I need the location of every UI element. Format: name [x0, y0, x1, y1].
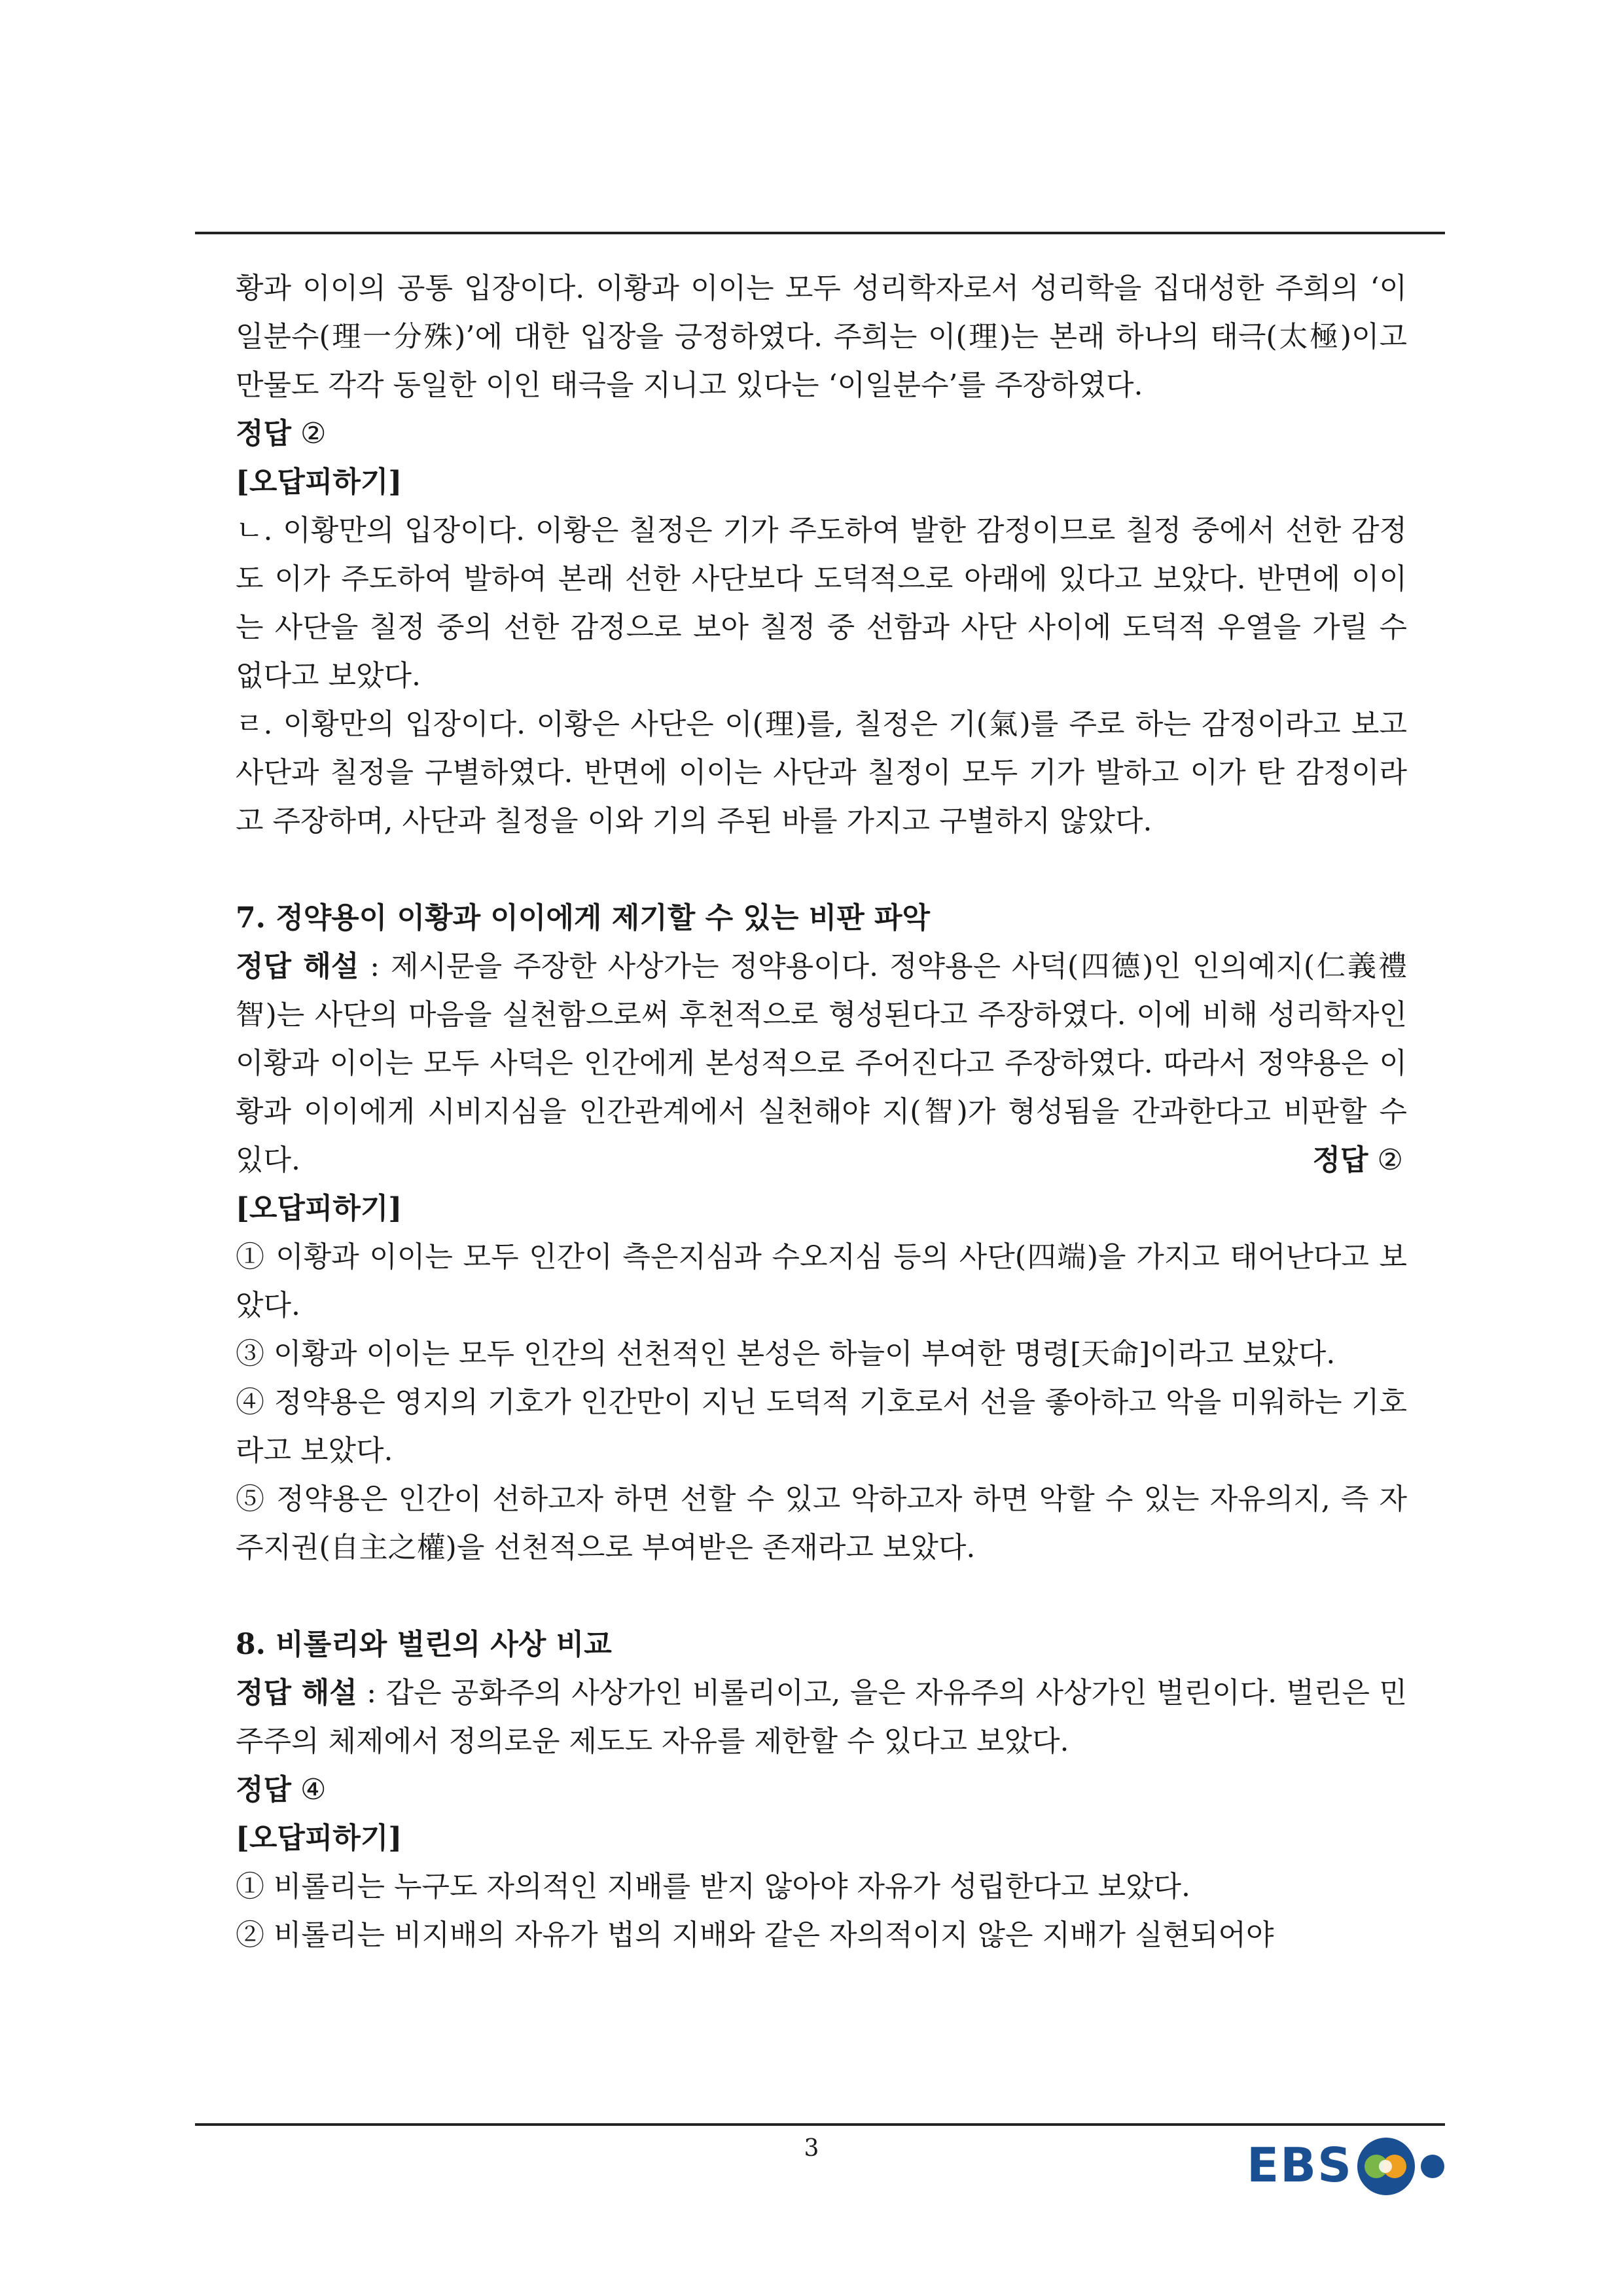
wrong-answer-heading: [오답피하기] [236, 1192, 402, 1225]
list-item: ① 이황과 이이는 모두 인간이 측은지심과 수오지심 등의 사단(四端)을 가지고 태어난다고 보았다. [236, 1240, 1407, 1322]
ebs-logo [1247, 2126, 1456, 2204]
ebs-logo-mark-icon [1247, 2126, 1456, 2204]
list-item: ⑤ 정약용은 인간이 선하고자 하면 선할 수 있고 악하고자 하면 악할 수 있는 자유의지, 즉 자주지권(自主之權)을 선천적으로 부여받은 존재라고 보았다. [236, 1482, 1407, 1564]
answer-line-6: 정답 ② [236, 417, 327, 450]
section-7-title: 7. 정약용이 이황과 이이에게 제기할 수 있는 비판 파악 [236, 901, 931, 935]
wrong-answer-heading: [오답피하기] [236, 465, 402, 499]
header-rule [195, 232, 1445, 234]
list-item: ② 비롤리는 비지배의 자유가 법의 지배와 같은 자의적이지 않은 지배가 실현되어야 [236, 1918, 1274, 1952]
continuation-paragraph: 황과 이이의 공통 입장이다. 이황과 이이는 모두 성리학자로서 성리학을 집대성한 주희의 ‘이일분수(理一分殊)’에 대한 입장을 긍정하였다. 주희는 이(理)는 본래 하나의 태극(太極)이고 만물도 각각 동일한 이인 태극을 지니고 있다는 ‘이일분수’를 주장하였다. [236, 272, 1407, 402]
list-item: ① 비롤리는 누구도 자의적인 지배를 받지 않아야 자유가 성립한다고 보았다. [236, 1870, 1190, 1903]
answer-line-7: 정답 ② [1312, 1143, 1403, 1177]
section-7-explanation: 정답 해설 : 제시문을 주장한 사상가는 정약용이다. 정약용은 사덕(四德)인 인의예지(仁義禮智)는 사단의 마음을 실천함으로써 후천적으로 형성된다고 주장하였다. 이에 비해 성리학자인 이황과 이이는 모두 사덕은 인간에게 본성적으로 주어진다고 주장하였다. 따라서 정약용은 이황과 이이에게 시비지심을 인간관계에서 실천해야 지(智)가 형성됨을 간과한다고 비판할 수 있다. 정답 ② [236, 942, 1407, 1185]
ebs-logo-text: EBS [1247, 2138, 1353, 2193]
answer-line-8: 정답 ④ [236, 1773, 327, 1806]
wrong-answer-heading: [오답피하기] [236, 1821, 402, 1855]
list-item: ④ 정약용은 영지의 기호가 인간만이 지닌 도덕적 기호로서 선을 좋아하고 악을 미워하는 기호라고 보았다. [236, 1386, 1407, 1467]
list-item: ㄴ. 이황만의 입장이다. 이황은 칠정은 기가 주도하여 발한 감정이므로 칠정 중에서 선한 감정도 이가 주도하여 발하여 본래 선한 사단보다 도덕적으로 아래에 있다고 보았다. 반면에 이이는 사단을 칠정 중의 선한 감정으로 보아 칠정 중 선함과 사단 사이에 도덕적 우열을 가릴 수 없다고 보았다. [236, 514, 1407, 692]
page-number: 3 [804, 2135, 819, 2162]
list-item: ㄹ. 이황만의 입장이다. 이황은 사단은 이(理)를, 칠정은 기(氣)를 주로 하는 감정이라고 보고 사단과 칠정을 구별하였다. 반면에 이이는 사단과 칠정이 모두 기가 발하고 이가 탄 감정이라고 주장하며, 사단과 칠정을 이와 기의 주된 바를 가지고 구별하지 않았다. [236, 708, 1407, 838]
page-content [236, 264, 1407, 1960]
list-item: ③ 이황과 이이는 모두 인간의 선천적인 본성은 하늘이 부여한 명령[天命]이라고 보았다. [236, 1337, 1336, 1371]
section-8-title: 8. 비롤리와 벌린의 사상 비교 [236, 1628, 612, 1661]
section-8-explanation: 정답 해설 : 갑은 공화주의 사상가인 비롤리이고, 을은 자유주의 사상가인 벌린이다. 벌린은 민주주의 체제에서 정의로운 제도도 자유를 제한할 수 있다고 보았다. [236, 1676, 1407, 1758]
